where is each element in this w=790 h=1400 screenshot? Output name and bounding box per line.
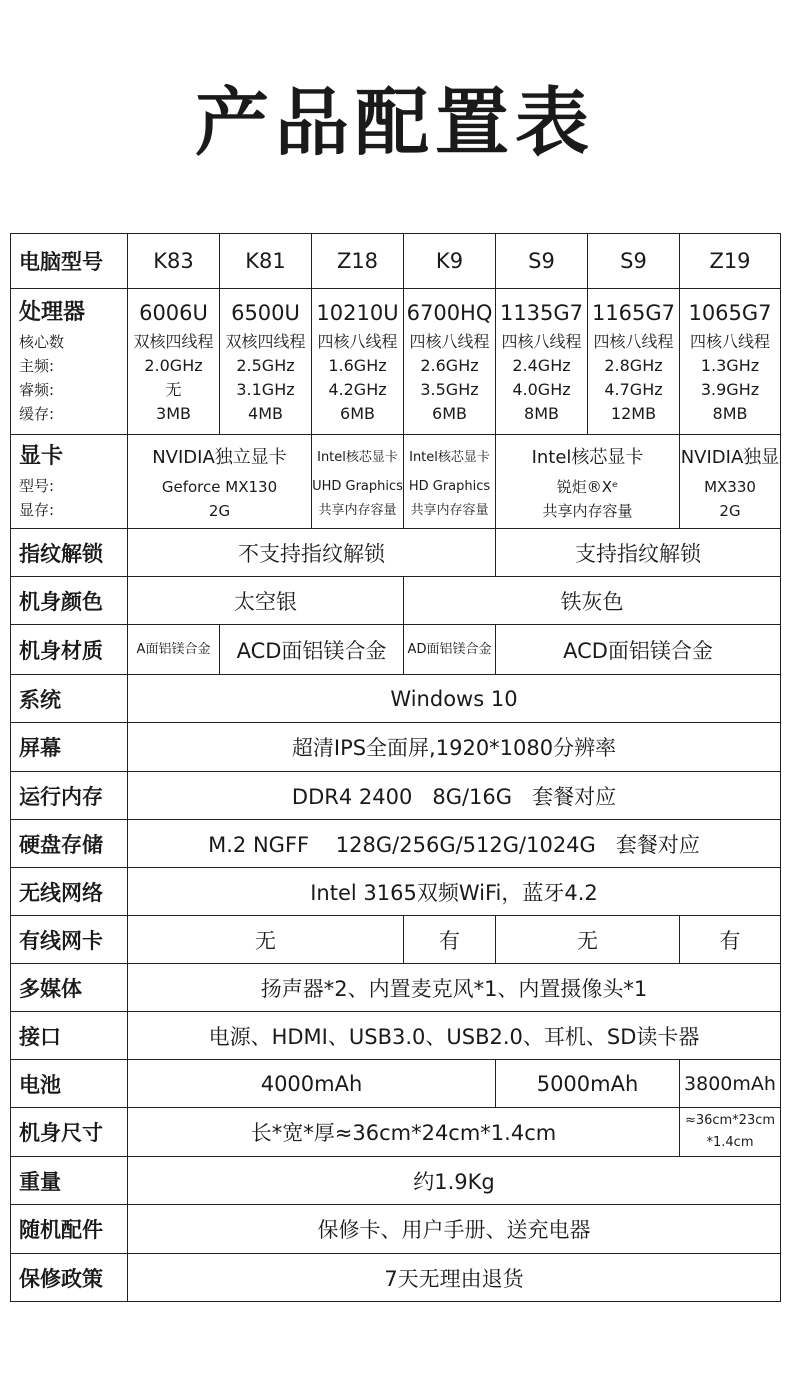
model-cell: K83 [128, 234, 220, 289]
row-label: 机身材质 [11, 625, 128, 675]
cpu-cell: 6006U 双核四线程 2.0GHz 无 3MB [128, 289, 220, 435]
gpu-cell: NVIDIA独立显卡 Geforce MX130 2G [128, 435, 312, 529]
row-warranty [11, 1254, 781, 1302]
row-multimedia [11, 964, 781, 1012]
value-cell: 4000mAh [128, 1060, 496, 1108]
row-screen [11, 723, 781, 772]
value-cell: ACD面铝镁合金 [220, 625, 404, 675]
row-wireless [11, 868, 781, 916]
row-label: 机身颜色 [11, 577, 128, 625]
gpu-cell: Intel核芯显卡 锐炬®Xᵉ 共享内存容量 [496, 435, 680, 529]
row-label: 随机配件 [11, 1205, 128, 1254]
row-label: 机身尺寸 [11, 1108, 128, 1157]
gpu-cell: Intel核芯显卡 HD Graphics 共享内存容量 [404, 435, 496, 529]
model-cell: Z18 [312, 234, 404, 289]
row-label: 处理器 核心数 主频: 睿频: 缓存: [11, 289, 128, 435]
value-cell: 超清IPS全面屏,1920*1080分辨率 [128, 723, 781, 772]
value-cell [680, 1108, 781, 1157]
row-label: 多媒体 [11, 964, 128, 1012]
model-cell: K9 [404, 234, 496, 289]
cpu-cell: 6700HQ 四核八线程 2.6GHz 3.5GHz 6MB [404, 289, 496, 435]
value-cell: 电源、HDMI、USB3.0、USB2.0、耳机、SD读卡器 [128, 1012, 781, 1060]
gpu-cell: NVIDIA独显 MX330 2G [680, 435, 781, 529]
model-cell: K81 [220, 234, 312, 289]
value-cell: 扬声器*2、内置麦克风*1、内置摄像头*1 [128, 964, 781, 1012]
row-fingerprint [11, 529, 781, 577]
row-cpu [11, 289, 781, 435]
page-title: 产品配置表 [195, 80, 595, 166]
model-cell: Z19 [680, 234, 781, 289]
row-color [11, 577, 781, 625]
row-label: 屏幕 [11, 723, 128, 772]
value-cell: AD面铝镁合金 [404, 625, 496, 675]
model-cell: S9 [588, 234, 680, 289]
value-cell: Windows 10 [128, 675, 781, 723]
value-cell: 长*宽*厚≈36cm*24cm*1.4cm [128, 1108, 680, 1157]
value-cell: Intel 3165双频WiFi，蓝牙4.2 [128, 868, 781, 916]
row-label: 重量 [11, 1157, 128, 1205]
row-ethernet [11, 916, 781, 964]
value-cell: 5000mAh [496, 1060, 680, 1108]
row-label: 保修政策 [11, 1254, 128, 1302]
value-cell: 无 [128, 916, 404, 964]
size-line: ≈36cm*23cm [684, 1113, 776, 1128]
row-label: 电脑型号 [11, 234, 128, 289]
row-label: 接口 [11, 1012, 128, 1060]
row-label: 有线网卡 [11, 916, 128, 964]
value-cell: A面铝镁合金 [128, 625, 220, 675]
value-cell: 有 [680, 916, 781, 964]
model-cell: S9 [496, 234, 588, 289]
row-label: 电池 [11, 1060, 128, 1108]
cpu-cell: 10210U 四核八线程 1.6GHz 4.2GHz 6MB [312, 289, 404, 435]
row-ports [11, 1012, 781, 1060]
value-cell: 无 [496, 916, 680, 964]
row-model [11, 234, 781, 289]
row-label: 硬盘存储 [11, 820, 128, 868]
row-label: 运行内存 [11, 772, 128, 820]
value-cell: DDR4 2400 8G/16G 套餐对应 [128, 772, 781, 820]
value-cell: 约1.9Kg [128, 1157, 781, 1205]
row-label: 无线网络 [11, 868, 128, 916]
cpu-cell: 1065G7 四核八线程 1.3GHz 3.9GHz 8MB [680, 289, 781, 435]
value-cell: 有 [404, 916, 496, 964]
row-os [11, 675, 781, 723]
row-battery [11, 1060, 781, 1108]
value-cell: 太空银 [128, 577, 404, 625]
value-cell: 保修卡、用户手册、送充电器 [128, 1205, 781, 1254]
value-cell: 7天无理由退货 [128, 1254, 781, 1302]
row-weight [11, 1157, 781, 1205]
row-label: 指纹解锁 [11, 529, 128, 577]
row-ram [11, 772, 781, 820]
row-label: 显卡 型号: 显存: [11, 435, 128, 529]
row-label: 系统 [11, 675, 128, 723]
row-gpu [11, 435, 781, 529]
cpu-cell: 1165G7 四核八线程 2.8GHz 4.7GHz 12MB [588, 289, 680, 435]
value-cell: 不支持指纹解锁 [128, 529, 496, 577]
cpu-cell: 1135G7 四核八线程 2.4GHz 4.0GHz 8MB [496, 289, 588, 435]
row-accessories [11, 1205, 781, 1254]
value-cell: ACD面铝镁合金 [496, 625, 781, 675]
row-material [11, 625, 781, 675]
spec-table [10, 233, 781, 1302]
value-cell: 3800mAh [680, 1060, 781, 1108]
value-cell: 支持指纹解锁 [496, 529, 781, 577]
row-storage [11, 820, 781, 868]
size-line: *1.4cm [706, 1135, 754, 1150]
value-cell: M.2 NGFF 128G/256G/512G/1024G 套餐对应 [128, 820, 781, 868]
value-cell: 铁灰色 [404, 577, 781, 625]
gpu-cell: Intel核芯显卡 UHD Graphics 共享内存容量 [312, 435, 404, 529]
row-size [11, 1108, 781, 1157]
cpu-cell: 6500U 双核四线程 2.5GHz 3.1GHz 4MB [220, 289, 312, 435]
